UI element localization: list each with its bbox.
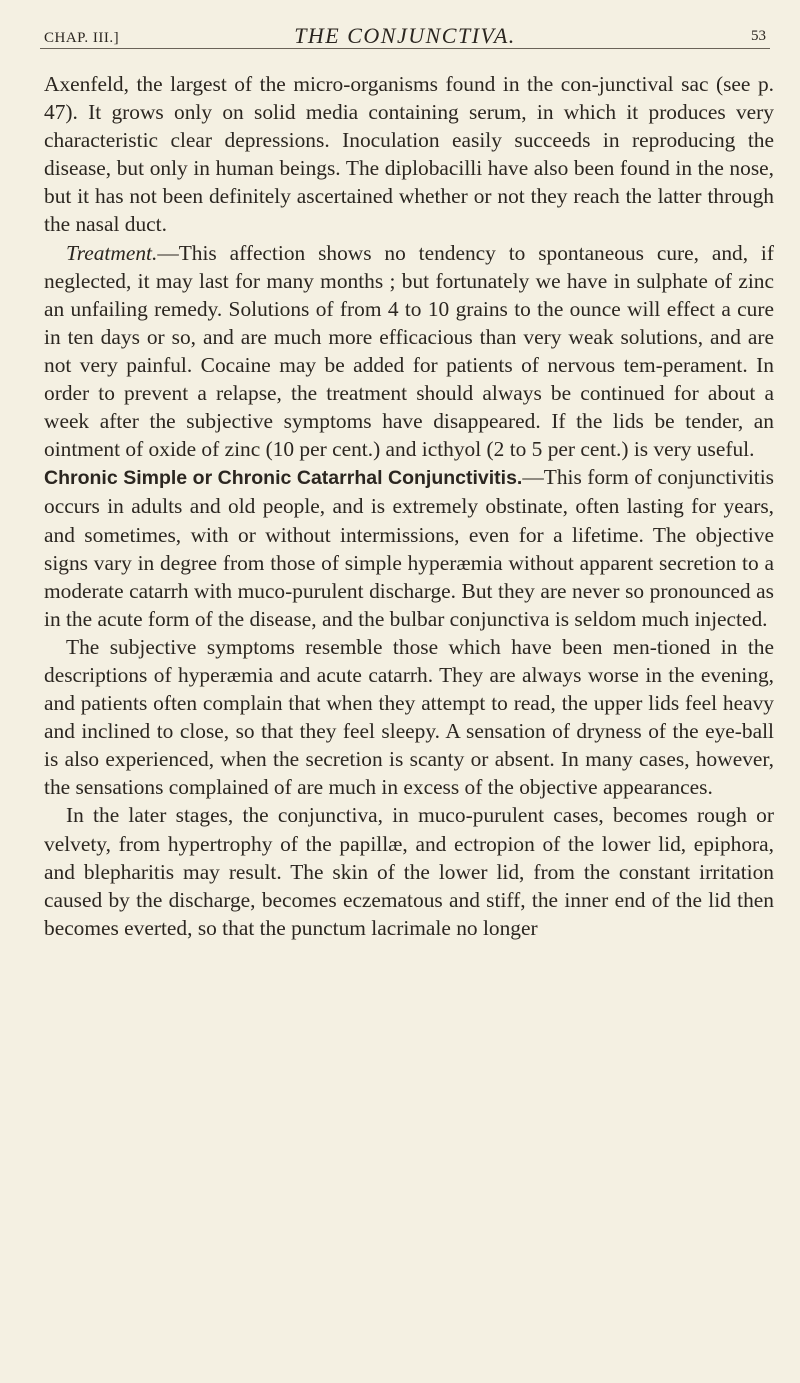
paragraph-text: —This affection shows no tendency to spontaneous cure, and, if neglected, it may last for many months ; but fortunately we have in sulphate of zinc an unfailing remedy. Solutions of from 4 to 10 grains to the ounce will effect a cure in ten days or so, and are much more efficacious than very weak solutions, and are not very painful. Cocaine may be added for patients of nervous tem-perament. In order to prevent a relapse, the treatment should always be continued for about a week after the subjective symptoms have disappeared. If the lids be tender, an ointment of oxide of zinc (10 per cent.) and icthyol (2 to 5 per cent.) is very useful. <box>44 240 774 462</box>
paragraph-text: —This form of conjunctivitis occurs in adults and old people, and is extremely obstinate, often lasting for years, and sometimes, with or without intermissions, even for a lifetime. The objective signs vary in degree from those of simple hyperæmia without apparent secretion to a moderate catarrh with muco-purulent discharge. But they are never so pronounced as in the acute form of the disease, and the bulbar conjunctiva is seldom much injected. <box>44 465 774 631</box>
paragraph-axenfeld <box>44 70 774 239</box>
page-number: 53 <box>751 28 766 44</box>
section-heading: Chronic Simple or Chronic Catarrhal Conjunctivitis. <box>44 467 523 490</box>
paragraph-text: In the later stages, the conjunctiva, in muco-purulent cases, becomes rough or velvety, from hypertrophy of the papillæ, and ectropion of the lower lid, epiphora, and blepharitis may result. The skin of the lower lid, from the constant irritation caused by the discharge, becomes eczematous and stiff, the inner end of the lid then becomes everted, so that the punctum lacrimale no longer <box>44 803 774 940</box>
paragraph-text: The subjective symptoms resemble those which have been men-tioned in the descriptions of hyperæmia and acute catarrh. They are always worse in the evening, and patients often complain that when they attempt to read, the upper lids feel heavy and inclined to close, so that they feel sleepy. A sensation of dryness of the eye-ball is also experienced, when the secretion is scanty or absent. In many cases, however, the sensations complained of are much in excess of the objective appearances. <box>44 634 774 800</box>
paragraph-subjective-symptoms <box>44 633 774 802</box>
running-header <box>40 18 770 49</box>
paragraph-later-stages <box>44 801 774 941</box>
body-text <box>44 70 774 942</box>
paragraph-treatment <box>44 239 774 464</box>
paragraph-text: Axenfeld, the largest of the micro-organisms found in the con-junctival sac (see p. 47). It grows only on solid media containing serum, in which it produces very characteristic clear depressions. Inoculation easily succeeds in reproducing the disease, but only in human beings. The diplobacilli have also been found in the nose, but it has not been definitely ascertained whether or not they reach the latter through the nasal duct. <box>44 72 774 237</box>
treatment-heading: Treatment. <box>66 240 158 265</box>
chapter-label: CHAP. III.] <box>44 30 120 46</box>
paragraph-chronic-conjunctivitis <box>44 463 774 633</box>
running-title: THE CONJUNCTIVA. <box>294 23 516 48</box>
